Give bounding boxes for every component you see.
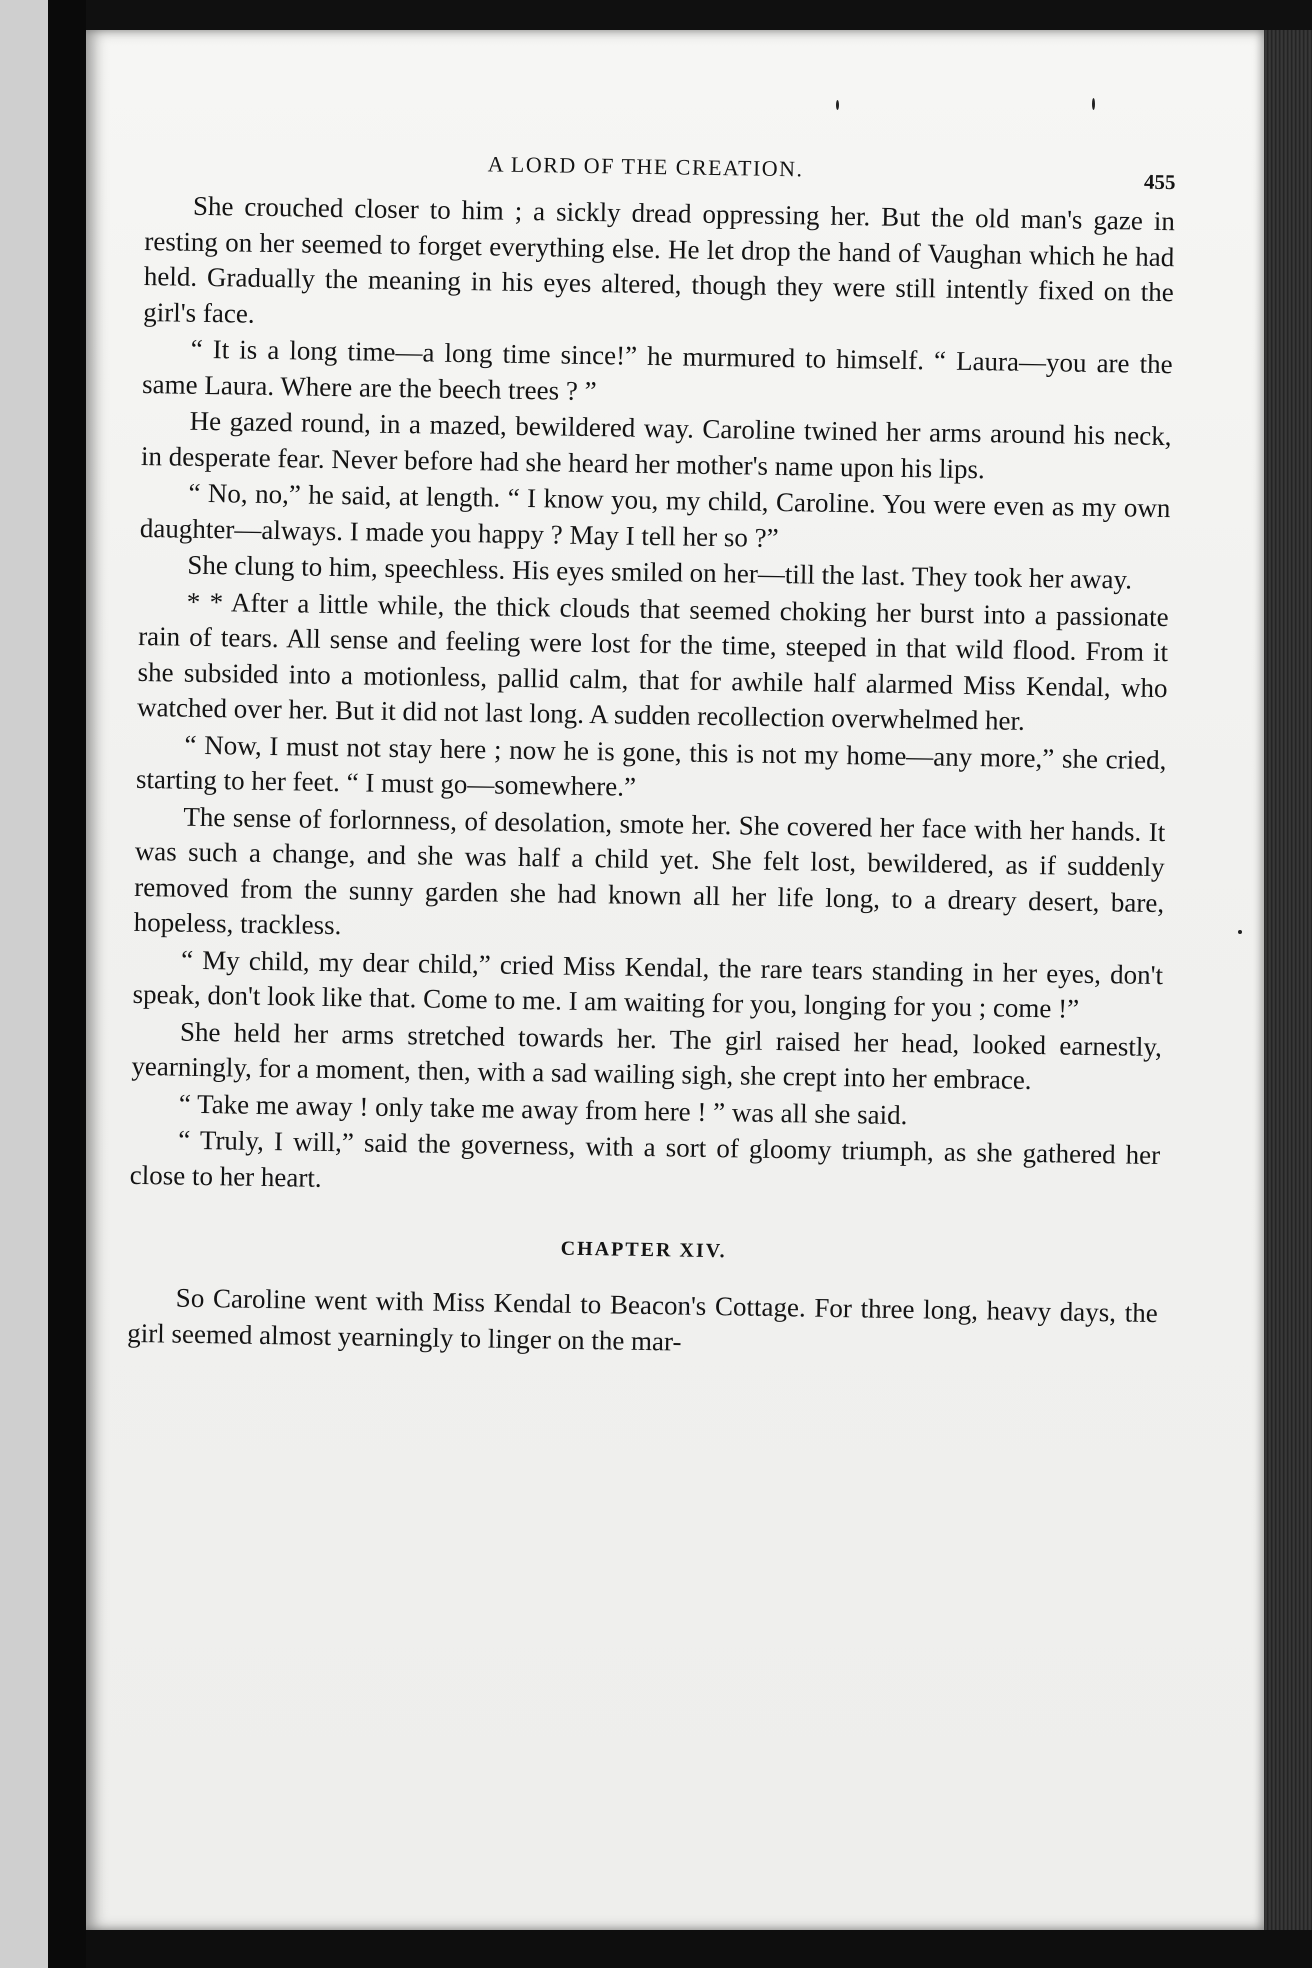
paragraph: * * After a little while, the thick clouds that seemed choking her burst into a passionate rain of tears. All sense and feeling were lost for the time, steeped in that wild flood. From it she subsided into a motionless, pallid calm, that for awhile half alarmed Miss Kendal, who watched over her. But it did not last long. A sudden recollection overwhelmed her. [136, 586, 1169, 736]
paragraph: She held her arms stretched towards her. The girl raised her head, looked earnestly, yearningly, for a moment, then, with a sad wailing sigh, she crept into her embrace. [131, 1016, 1163, 1096]
book-binding-shadow [48, 0, 86, 1968]
paragraph: He gazed round, in a mazed, bewildered way. Caroline twined her arms around his neck, in desperate fear. Never before had she heard her mother's name upon his lips. [140, 405, 1172, 484]
page-text-block [127, 140, 1176, 1367]
paragraph: “ Truly, I will,” said the governess, with a sort of gloomy triumph, as she gathered her close to her heart. [129, 1124, 1161, 1193]
paragraph: She crouched closer to him ; a sickly dread oppressing her. But the old man's gaze in resting on her seemed to forget everything else. He let drop the hand of Vaughan which he had held. Gradually the meaning in his eyes altered, though they were still intently fixed on the girl's face. [143, 190, 1176, 329]
chapter-heading: CHAPTER XIV. [560, 1237, 727, 1263]
ink-speck [1092, 98, 1095, 110]
paragraph: She clung to him, speechless. His eyes smiled on her—till the last. They took her away. [187, 549, 1133, 595]
running-title: A LORD OF THE CREATION. [487, 151, 804, 182]
ink-speck [1238, 930, 1242, 934]
page-fore-edge [1264, 30, 1312, 1930]
left-margin-strip [0, 0, 48, 1968]
paragraph: The sense of forlornness, of desolation, smote her. She covered her face with her hands. It was such a change, and she was half a child yet. She felt lost, bewildered, as if suddenly removed from the sunny garden she had known all her life long, to a dreary desert, bare, hopeless, trackless. [133, 801, 1166, 941]
page-sheet [86, 30, 1264, 1930]
page-number: 455 [1143, 169, 1176, 195]
paragraph: “ It is a long time—a long time since!” he murmured to himself. “ Laura—you are the same Laura. Where are the beech trees ? ” [141, 333, 1173, 406]
paragraph: “ Now, I must not stay here ; now he is gone, this is not my home—any more,” she cried, starting to her feet. “ I must go—somewhere.” [135, 729, 1167, 802]
paragraph: “ My child, my dear child,” cried Miss Kendal, the rare tears standing in her eyes, don't speak, don't look like that. Come to me. I am waiting for you, longing for you ; come !” [132, 944, 1164, 1024]
chapter-opening-paragraph: So Caroline went with Miss Kendal to Beacon's Cottage. For three long, heavy days, the girl seemed almost yearningly to linger on the mar- [127, 1282, 1158, 1357]
bottom-shadow [86, 1930, 1312, 1968]
ink-speck [836, 100, 839, 110]
paragraph: “ No, no,” he said, at length. “ I know you, my child, Caroline. You were even as my own daughter—always. I made you happy ? May I tell her so ?” [139, 477, 1171, 553]
paragraph: “ Take me away ! only take me away from here ! ” was all she said. [178, 1088, 908, 1130]
